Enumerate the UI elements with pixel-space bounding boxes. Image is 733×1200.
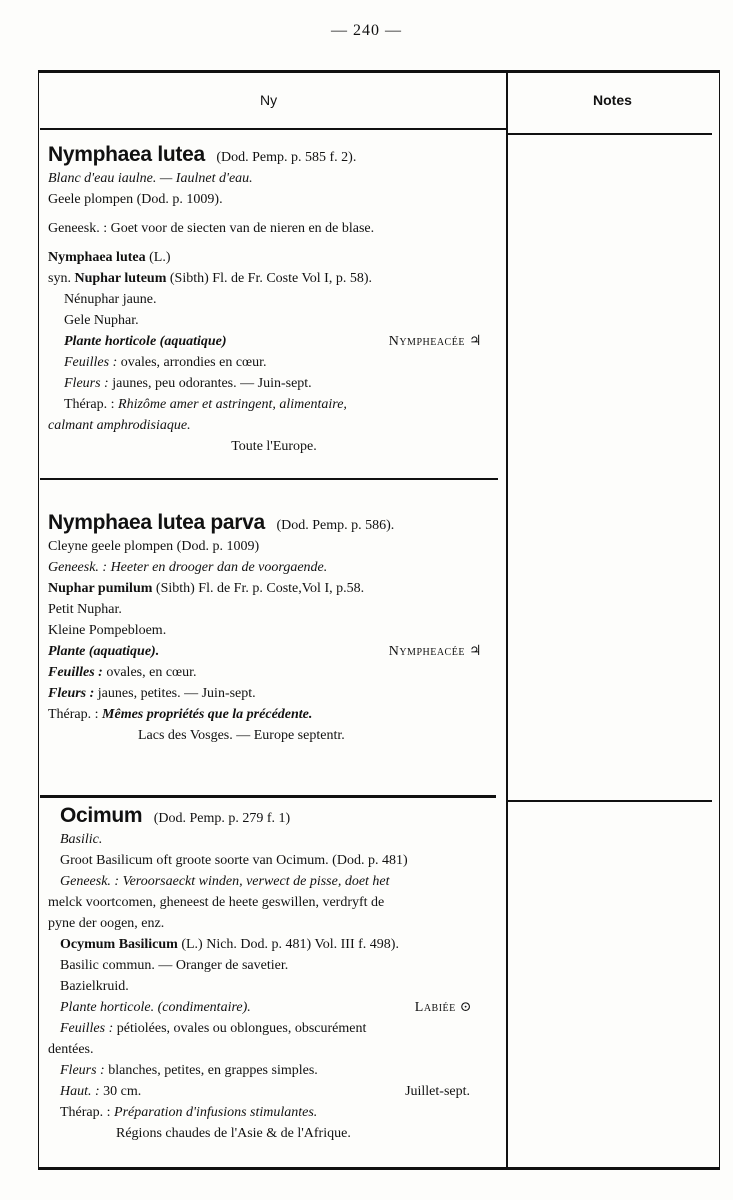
- height-line: [60, 1081, 490, 1102]
- common-name: Petit Nuphar.: [48, 602, 122, 617]
- entry-line: Basilic.: [60, 832, 103, 847]
- flowers-text: jaunes, petites. — Juin-sept.: [97, 686, 256, 701]
- flowering-season: Juillet-sept.: [405, 1084, 470, 1099]
- region: Lacs des Vosges. — Europe septentr.: [138, 728, 345, 743]
- leaves-line: [48, 352, 500, 373]
- entry-reference: (Dod. Pemp. p. 585 f. 2).: [216, 150, 357, 165]
- flowers-text: jaunes, peu odorantes. — Juin-sept.: [112, 376, 312, 391]
- header-rule-left: [40, 128, 506, 130]
- entry-geneesk-cont: pyne der oogen, enz.: [48, 916, 165, 931]
- therapy-label: Thérap. :: [60, 1105, 111, 1120]
- common-name: Nénuphar jaune.: [64, 292, 157, 307]
- flowers-label: Fleurs :: [60, 1063, 105, 1078]
- scientific-name: Nuphar pumilum: [48, 581, 153, 596]
- entry-ocimum: [48, 804, 490, 1144]
- entry-scientific-line: [60, 934, 490, 955]
- therapy-text: Rhizôme amer et astringent, alimentaire,: [118, 397, 347, 412]
- synonym-reference: (Sibth) Fl. de Fr. Coste Vol I, p. 58).: [169, 271, 373, 286]
- leaves-text: ovales, en cœur.: [106, 665, 197, 680]
- entry-line: Cleyne geele plompen (Dod. p. 1009): [48, 539, 260, 554]
- plant-family: Nympheacée ♃: [388, 334, 482, 349]
- therapy-label: Thérap. :: [64, 397, 115, 412]
- entry-divider-2-right: [508, 800, 712, 802]
- entry-nymphaea-lutea-parva: [48, 512, 500, 746]
- entry-divider-1: [40, 478, 498, 480]
- entry-line: Blanc d'eau iaulne. — Iaulnet d'eau.: [48, 171, 253, 186]
- leaves-label: Feuilles :: [64, 355, 118, 370]
- height-label: Haut. :: [60, 1084, 100, 1099]
- page-number: — 240 —: [331, 22, 402, 39]
- therapy-text: Préparation d'infusions stimulantes.: [114, 1105, 318, 1120]
- entry-scientific-line: [48, 578, 500, 599]
- scientific-name: Nymphaea lutea: [48, 250, 146, 265]
- entry-title-line: [48, 144, 500, 168]
- region: Régions chaudes de l'Asie & de l'Afrique.: [116, 1126, 351, 1141]
- entry-geneesk: Geneesk. : Heeter en drooger dan de voorgaende.: [48, 560, 328, 575]
- column-header-ny: Ny: [260, 92, 278, 108]
- synonym-prefix: syn.: [48, 271, 71, 286]
- plant-type: Plante horticole. (condimentaire).: [60, 1000, 251, 1015]
- entry-line: Groot Basilicum oft groote soorte van Ocimum. (Dod. p. 481): [60, 853, 408, 868]
- column-divider: [506, 72, 508, 1167]
- common-name: Basilic commun. — Oranger de savetier.: [60, 958, 289, 973]
- plant-type: Plante (aquatique).: [48, 644, 160, 659]
- entry-geneesk: Geneesk. : Veroorsaeckt winden, verwect de pisse, doet het: [60, 874, 390, 889]
- plant-type-line: [48, 641, 500, 662]
- flowers-line: [48, 373, 500, 394]
- therapy-line: [48, 704, 500, 725]
- leaves-text: ovales, arrondies en cœur.: [120, 355, 267, 370]
- common-name: Gele Nuphar.: [64, 313, 139, 328]
- therapy-text: Mêmes propriétés que la précédente.: [102, 707, 313, 722]
- entry-title-line: [48, 512, 500, 536]
- entry-nymphaea-lutea: [48, 144, 500, 457]
- flowers-text: blanches, petites, en grappes simples.: [108, 1063, 318, 1078]
- entry-reference: (Dod. Pemp. p. 279 f. 1): [153, 811, 291, 826]
- flowers-line: [48, 683, 500, 704]
- entry-geneesk-cont: melck voortcomen, gheneest de heete geswillen, verdryft de: [48, 895, 385, 910]
- header-rule-right: [508, 133, 712, 135]
- leaves-text-cont: dentées.: [48, 1042, 94, 1057]
- scientific-reference: (L.) Nich. Dod. p. 481) Vol. III f. 498).: [181, 937, 399, 952]
- synonym-name: Nuphar luteum: [74, 271, 167, 286]
- plant-family: Labiée ⊙: [414, 1000, 472, 1015]
- therapy-label: Thérap. :: [48, 707, 99, 722]
- plant-type-line: [60, 997, 490, 1018]
- entry-title: Ocimum: [60, 804, 143, 827]
- plant-type-line: [48, 331, 500, 352]
- entry-title: Nymphaea lutea: [48, 143, 205, 166]
- leaves-line: [60, 1018, 490, 1039]
- common-name: Kleine Pompebloem.: [48, 623, 167, 638]
- entry-divider-2-left: [40, 795, 496, 798]
- scientific-reference: (Sibth) Fl. de Fr. p. Coste,Vol I, p.58.: [155, 581, 365, 596]
- region: Toute l'Europe.: [231, 439, 317, 454]
- leaves-label: Feuilles :: [60, 1021, 114, 1036]
- plant-type: Plante horticole (aquatique): [64, 334, 227, 349]
- leaves-text: pétiolées, ovales ou oblongues, obscurément: [116, 1021, 367, 1036]
- entry-reference: (Dod. Pemp. p. 586).: [276, 518, 395, 533]
- column-header-notes: Notes: [593, 92, 632, 108]
- flowers-label: Fleurs :: [64, 376, 109, 391]
- therapy-line: [60, 1102, 490, 1123]
- entry-synonym-line: [48, 268, 500, 289]
- scientific-authority: (L.): [149, 250, 171, 265]
- entry-line: Geele plompen (Dod. p. 1009).: [48, 192, 223, 207]
- scientific-name: Ocymum Basilicum: [60, 937, 178, 952]
- entry-geneesk: Geneesk. : Goet voor de siecten van de nieren en de blase.: [48, 221, 375, 236]
- therapy-line: [48, 394, 500, 415]
- flowers-line: [60, 1060, 490, 1081]
- entry-scientific-line: [48, 247, 500, 268]
- entry-title-line: [60, 805, 490, 829]
- leaves-label: Feuilles :: [48, 665, 103, 680]
- therapy-text-cont: calmant amphrodisiaque.: [48, 418, 191, 433]
- flowers-label: Fleurs :: [48, 686, 95, 701]
- common-name: Bazielkruid.: [60, 979, 129, 994]
- leaves-line: [48, 662, 500, 683]
- height-text: 30 cm.: [103, 1084, 142, 1099]
- plant-family: Nympheacée ♃: [388, 644, 482, 659]
- entry-title: Nymphaea lutea parva: [48, 511, 265, 534]
